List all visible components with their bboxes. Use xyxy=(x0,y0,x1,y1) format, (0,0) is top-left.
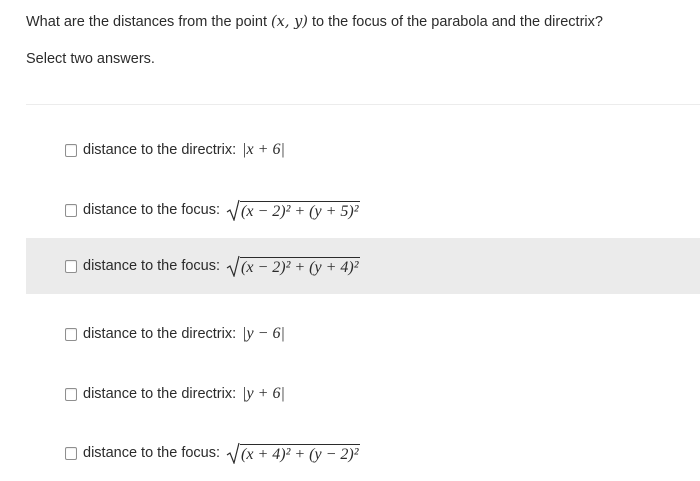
option-label: distance to the directrix: xyxy=(83,142,237,158)
option-expression: |y + 6| xyxy=(242,385,285,402)
radical-sign-icon xyxy=(226,199,240,221)
option-expression: (x − 2)² + (y + 5)² xyxy=(241,203,359,220)
option-expression: (x + 4)² + (y − 2)² xyxy=(241,446,359,463)
option-label: distance to the directrix: xyxy=(83,386,237,402)
option-label: distance to the directrix: xyxy=(83,326,237,342)
square-root xyxy=(226,199,360,221)
option-expression: |x + 6| xyxy=(242,141,285,158)
answer-option-5[interactable] xyxy=(26,366,700,422)
answer-option-6[interactable] xyxy=(26,425,700,481)
square-root xyxy=(226,255,360,277)
answer-option-4[interactable] xyxy=(26,306,700,362)
option-expression: (x − 2)² + (y + 4)² xyxy=(241,259,359,276)
checkbox[interactable] xyxy=(65,260,77,273)
checkbox[interactable] xyxy=(65,204,77,217)
option-label: distance to the focus: xyxy=(83,258,221,274)
answer-option-3[interactable] xyxy=(26,238,700,294)
divider xyxy=(26,104,700,105)
instruction-text: Select two answers. xyxy=(26,51,155,67)
question-text xyxy=(26,14,603,30)
option-label: distance to the focus: xyxy=(83,445,221,461)
checkbox[interactable] xyxy=(65,447,77,460)
square-root xyxy=(226,442,360,464)
checkbox[interactable] xyxy=(65,328,77,341)
option-label: distance to the focus: xyxy=(83,202,221,218)
option-expression: |y − 6| xyxy=(242,325,285,342)
question-suffix: to the focus of the parabola and the directrix? xyxy=(307,14,603,30)
answer-option-2[interactable] xyxy=(26,182,700,238)
checkbox[interactable] xyxy=(65,144,77,157)
answer-option-1[interactable] xyxy=(26,122,700,178)
question-prefix: What are the distances from the point xyxy=(26,14,272,30)
radical-sign-icon xyxy=(226,255,240,277)
checkbox[interactable] xyxy=(65,388,77,401)
question-point: (x, y) xyxy=(271,14,308,30)
radical-sign-icon xyxy=(226,442,240,464)
